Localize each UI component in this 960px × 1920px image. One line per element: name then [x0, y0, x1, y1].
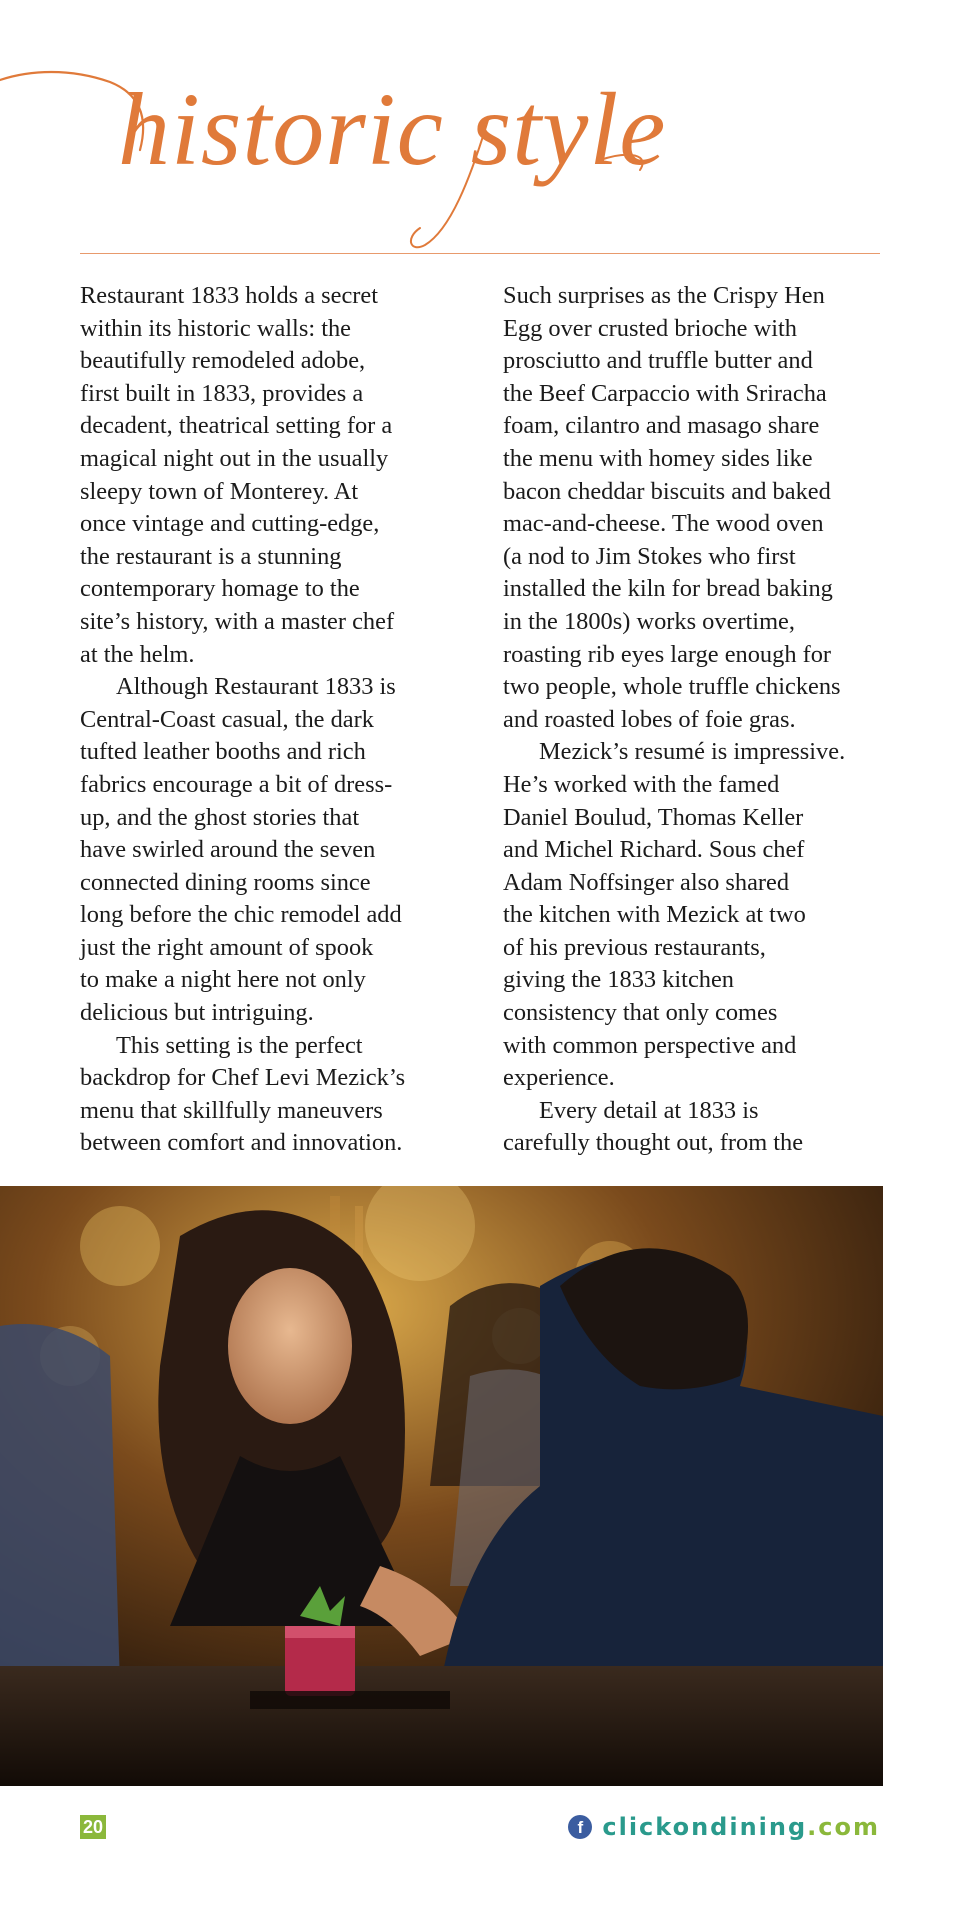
- text-line: This setting is the perfect: [116, 1031, 363, 1059]
- text-line: at the helm.: [80, 640, 195, 668]
- facebook-icon[interactable]: f: [568, 1815, 592, 1839]
- text-line: Such surprises as the Crispy Hen: [503, 282, 825, 309]
- text-line: have swirled around the seven: [80, 836, 376, 864]
- text-line: the menu with homey sides like: [503, 444, 813, 472]
- text-line: to make a night here not only: [80, 966, 366, 994]
- text-line: Adam Noffsinger also shared: [503, 868, 790, 896]
- text-line: decadent, theatrical setting for a: [80, 412, 393, 440]
- text-line: mac-and-cheese. The wood oven: [503, 510, 824, 538]
- text-line: contemporary homage to the: [80, 575, 360, 603]
- text-line: up, and the ghost stories that: [80, 803, 360, 831]
- text-line: Restaurant 1833 holds a secret: [80, 282, 379, 309]
- title-divider: [80, 253, 880, 254]
- text-line: menu that skillfully maneuvers: [80, 1096, 383, 1124]
- text-line: two people, whole truffle chickens: [503, 673, 841, 701]
- text-line: tufted leather booths and rich: [80, 738, 366, 766]
- text-line: Central-Coast casual, the dark: [80, 705, 374, 733]
- text-line: He’s worked with the famed: [503, 770, 780, 798]
- text-line: first built in 1833, provides a: [80, 379, 364, 407]
- text-line: prosciutto and truffle butter and: [503, 347, 813, 375]
- text-line: long before the chic remodel add: [80, 901, 402, 929]
- text-line: delicious but intriguing.: [80, 999, 314, 1027]
- text-line: site’s history, with a master chef: [80, 607, 395, 635]
- restaurant-photo: [0, 1186, 883, 1786]
- text-line: magical night out in the usually: [80, 444, 389, 472]
- text-line: between comfort and innovation.: [80, 1129, 403, 1157]
- text-line: the restaurant is a stunning: [80, 542, 342, 570]
- page-number-badge: 20: [80, 1815, 106, 1839]
- text-line: Although Restaurant 1833 is: [116, 673, 396, 701]
- text-line: consistency that only comes: [503, 999, 778, 1027]
- text-line: with common perspective and: [503, 1031, 797, 1059]
- text-line: Every detail at 1833 is: [539, 1096, 759, 1124]
- article-column-left: [80, 280, 470, 1160]
- article-column-right: [503, 280, 893, 1160]
- text-line: and Michel Richard. Sous chef: [503, 836, 805, 864]
- footer-brand[interactable]: [568, 1813, 880, 1841]
- text-line: carefully thought out, from the: [503, 1129, 804, 1157]
- text-line: Daniel Boulud, Thomas Keller: [503, 803, 804, 831]
- text-line: the kitchen with Mezick at two: [503, 901, 806, 929]
- text-line: Egg over crusted brioche with: [503, 314, 797, 342]
- text-line: sleepy town of Monterey. At: [80, 477, 359, 505]
- text-line: experience.: [503, 1064, 615, 1092]
- text-line: the Beef Carpaccio with Sriracha: [503, 379, 827, 407]
- brand-tld: .com: [807, 1813, 880, 1841]
- text-line: (a nod to Jim Stokes who first: [503, 542, 796, 570]
- text-line: beautifully remodeled adobe,: [80, 347, 366, 375]
- text-line: backdrop for Chef Levi Mezick’s: [80, 1064, 406, 1092]
- text-line: giving the 1833 kitchen: [503, 966, 734, 994]
- text-line: Mezick’s resumé is impressive.: [539, 738, 846, 766]
- text-line: bacon cheddar biscuits and baked: [503, 477, 831, 505]
- text-line: connected dining rooms since: [80, 868, 371, 896]
- brand-name: clickondining: [602, 1813, 808, 1841]
- text-line: installed the kiln for bread baking: [503, 575, 833, 603]
- page-title: historic style: [118, 72, 667, 187]
- text-line: of his previous restaurants,: [503, 933, 766, 961]
- text-line: foam, cilantro and masago share: [503, 412, 820, 440]
- text-line: within its historic walls: the: [80, 314, 351, 342]
- text-line: roasting rib eyes large enough for: [503, 640, 832, 668]
- brand-link[interactable]: [602, 1813, 880, 1841]
- text-line: once vintage and cutting-edge,: [80, 510, 380, 538]
- text-line: just the right amount of spook: [80, 933, 374, 961]
- photo-illustration: [0, 1186, 883, 1786]
- text-line: fabrics encourage a bit of dress-: [80, 770, 393, 798]
- text-line: and roasted lobes of foie gras.: [503, 705, 796, 733]
- title-block: [0, 0, 960, 260]
- text-line: in the 1800s) works overtime,: [503, 607, 795, 635]
